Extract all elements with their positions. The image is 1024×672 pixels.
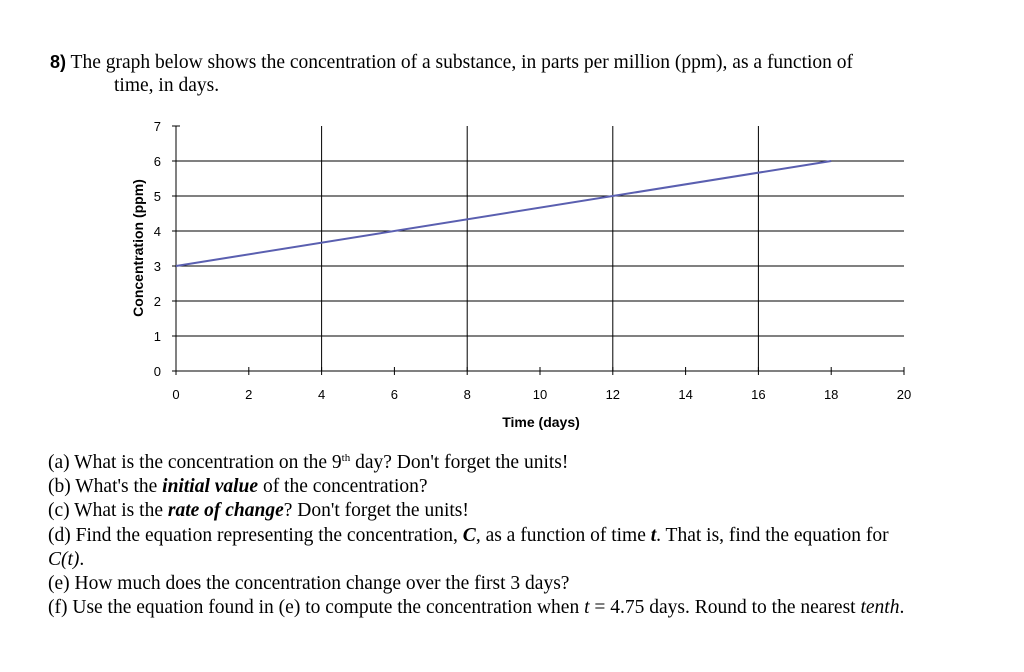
question-d-text-end: . That is, find the equation for (656, 524, 889, 546)
question-f-text: (f) Use the equation found in (e) to compute the concentration when (48, 597, 585, 619)
x-tick-label: 18 (823, 387, 839, 402)
question-b (48, 475, 988, 499)
question-b-text: (b) What's the (48, 476, 163, 498)
x-tick-label: 2 (245, 387, 253, 402)
y-tick-label: 5 (153, 189, 161, 204)
y-tick-label: 4 (153, 224, 161, 239)
x-tick-label: 20 (896, 387, 912, 402)
y-tick-label: 6 (153, 154, 161, 169)
problem-number: 8) (50, 52, 67, 72)
y-tick-label: 1 (153, 329, 161, 344)
y-axis-label: Concentration (ppm) (130, 179, 146, 317)
question-f (48, 596, 988, 620)
variable-c: C (462, 524, 476, 546)
concentration-line (176, 161, 831, 266)
question-f-text-end: . (899, 597, 905, 619)
y-tick-label: 2 (153, 294, 161, 309)
question-f-emphasis: tenth (860, 597, 900, 619)
question-f-text-mid: = 4.75 days. Round to the nearest (589, 597, 861, 619)
y-tick-label: 7 (153, 119, 161, 134)
question-d-text: (d) Find the equation representing the concentration, (48, 524, 463, 546)
x-tick-label: 4 (317, 387, 326, 402)
question-c-text-end: ? Don't forget the units! (283, 500, 469, 522)
x-axis-label: Time (days) (502, 414, 580, 430)
y-tick-label: 3 (153, 259, 161, 274)
question-list (48, 451, 988, 620)
question-a-text: (a) What is the concentration on the 9 (48, 452, 342, 473)
question-d-line2 (48, 548, 988, 572)
problem-text-line1: The graph below shows the concentration of a substance, in parts per million (ppm), as a function of (70, 52, 854, 73)
x-tick-label: 14 (678, 387, 693, 402)
question-c (48, 499, 988, 523)
variable-t: t (650, 524, 657, 546)
problem-text-line2: time, in days. (114, 75, 220, 96)
question-d-text-mid: , as a function of time (475, 524, 651, 546)
question-b-text-end: of the concentration? (258, 476, 428, 498)
question-b-emphasis: initial value (162, 476, 259, 498)
x-tick-label: 12 (605, 387, 621, 402)
x-tick-label: 16 (751, 387, 766, 402)
x-tick-label: 0 (172, 387, 180, 402)
x-tick-label: 8 (463, 387, 471, 402)
function-notation: C(t) (48, 548, 80, 570)
chart-series (176, 161, 831, 266)
question-a-text-end: day? Don't forget the units! (350, 452, 569, 473)
question-d-period: . (79, 548, 85, 570)
ordinal-suffix: th (341, 452, 351, 464)
x-tick-label: 10 (532, 387, 548, 402)
variable-t: t (584, 597, 590, 619)
question-a (48, 451, 988, 475)
question-c-text: (c) What is the (48, 500, 168, 522)
question-e (48, 572, 988, 596)
question-d (48, 524, 988, 548)
question-e-text: (e) How much does the concentration change over the first 3 days? (48, 573, 570, 595)
y-tick-label: 0 (153, 364, 161, 379)
question-c-emphasis: rate of change (167, 500, 284, 522)
x-tick-label: 6 (390, 387, 399, 402)
